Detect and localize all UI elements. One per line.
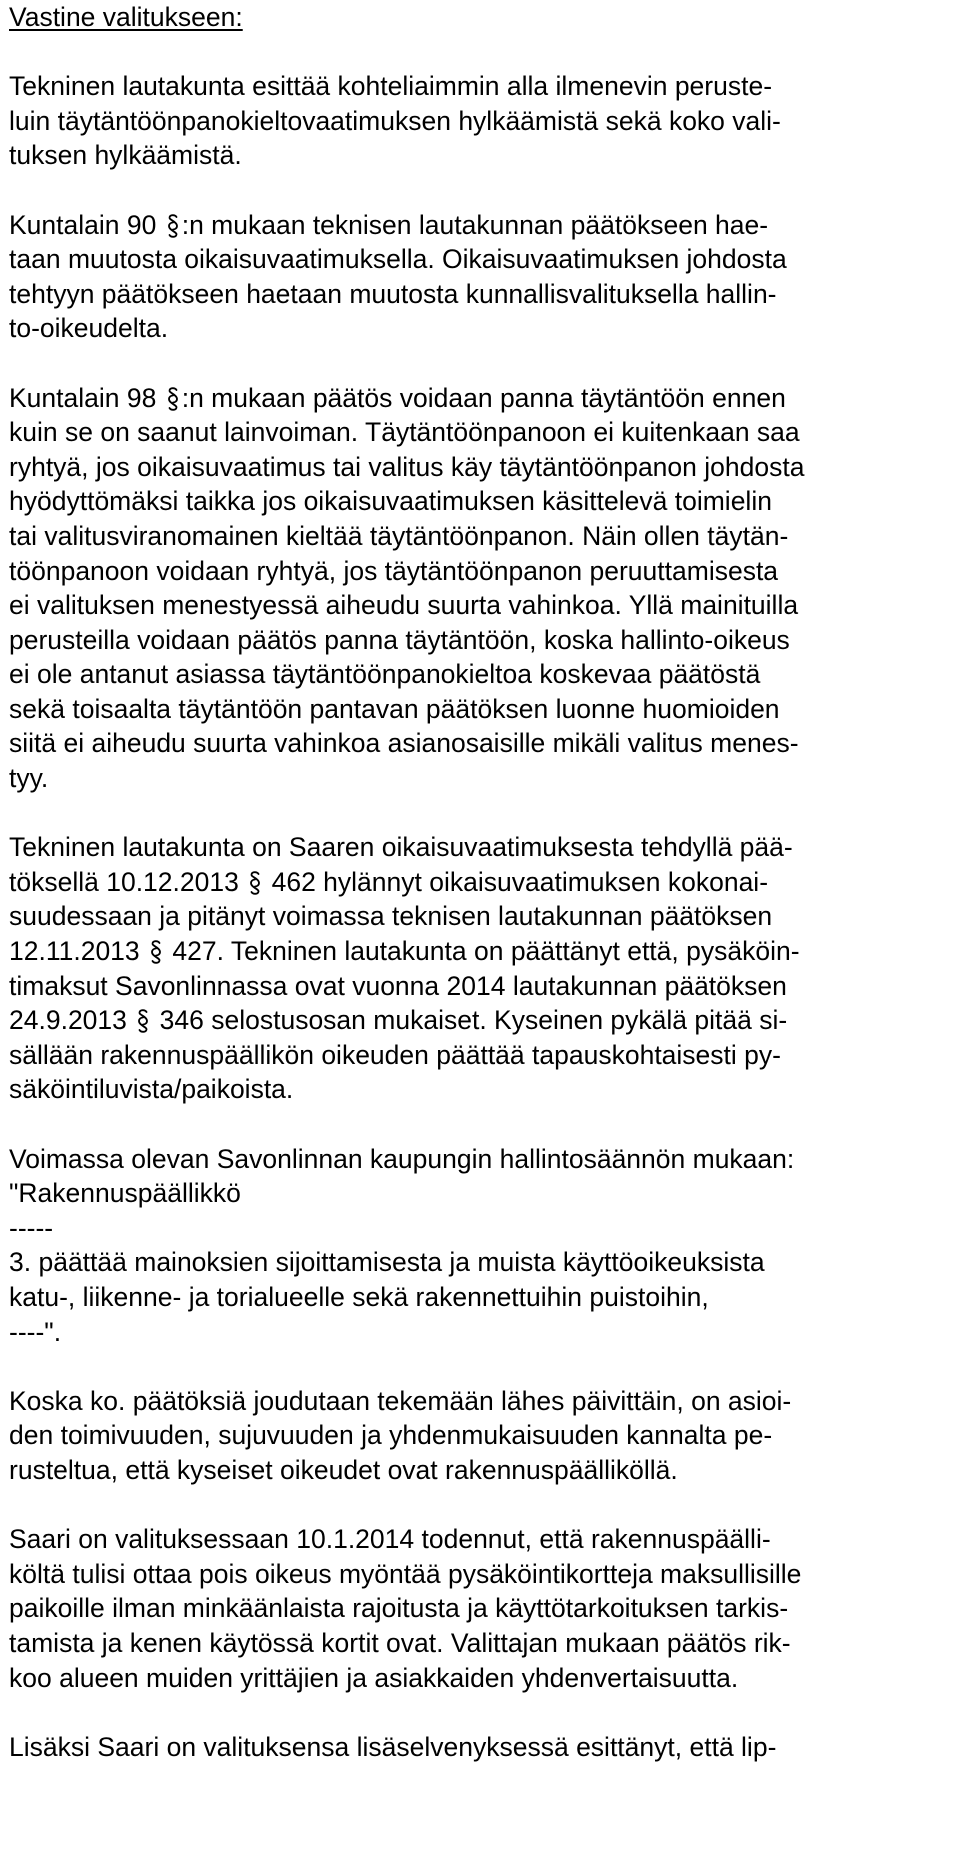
paragraph-gap	[9, 1349, 954, 1384]
text-line: suudessaan ja pitänyt voimassa teknisen lautakunnan päätöksen	[9, 901, 773, 932]
section-sign-icon	[247, 870, 263, 896]
text-fragment: :n mukaan teknisen lautakunnan päätökseen hae-	[181, 209, 769, 240]
paragraph-4	[9, 830, 954, 1107]
text-line: Tekninen lautakunta esittää kohteliaimmin alla ilmenevin peruste-	[9, 71, 773, 102]
paragraph-gap	[9, 1695, 954, 1730]
section-sign-icon	[148, 939, 164, 965]
text-line: hyödyttömäksi taikka jos oikaisuvaatimuksen käsittelevä toimielin	[9, 486, 772, 517]
paragraph-6	[9, 1384, 954, 1488]
text-fragment: 462 hylännyt oikaisuvaatimuksen kokonai-	[271, 866, 769, 897]
paragraph-2	[9, 208, 954, 346]
text-line: siitä ei aiheudu suurta vahinkoa asianosaisille mikäli valitus menes-	[9, 728, 799, 759]
text-line	[9, 381, 954, 416]
paragraph-gap	[9, 173, 954, 208]
text-line: luin täytäntöönpanokieltovaatimuksen hylkäämistä sekä koko vali-	[9, 105, 781, 136]
text-line	[9, 1003, 954, 1038]
text-line: sällään rakennuspäällikön oikeuden päättää tapauskohtaisesti py-	[9, 1039, 781, 1070]
text-line: 3. päättää mainoksien sijoittamisesta ja muista käyttöoikeuksista	[9, 1247, 765, 1278]
text-line: katu-, liikenne- ja torialueelle sekä rakennettuihin puistoihin,	[9, 1281, 709, 1312]
text-line: perusteilla voidaan päätös panna täytäntöön, koska hallinto-oikeus	[9, 624, 790, 655]
text-line: timaksut Savonlinnassa ovat vuonna 2014 lautakunnan päätöksen	[9, 970, 787, 1001]
paragraph-1	[9, 69, 954, 173]
paragraph-gap	[9, 1488, 954, 1523]
text-line: tamista ja kenen käytössä kortit ovat. Valittajan mukaan päätös rik-	[9, 1627, 791, 1658]
text-line: -----	[9, 1212, 54, 1243]
text-line: Voimassa olevan Savonlinnan kaupungin hallintosäännön mukaan:	[9, 1143, 795, 1174]
paragraph-gap	[9, 1107, 954, 1142]
text-line: ei valituksen menestyessä aiheudu suurta vahinkoa. Yllä mainituilla	[9, 590, 799, 621]
paragraph-8	[9, 1730, 954, 1765]
text-fragment: 12.11.2013	[9, 936, 140, 967]
text-fragment: 346 selostusosan mukaiset. Kyseinen pykälä pitää si-	[159, 1005, 788, 1036]
text-line: Lisäksi Saari on valituksensa lisäselvenyksessä esittänyt, että lip-	[9, 1731, 777, 1762]
paragraph-gap	[9, 35, 954, 70]
text-line: Koska ko. päätöksiä joudutaan tekemään lähes päivittäin, on asioi-	[9, 1385, 792, 1416]
text-line: "Rakennuspäällikkö	[9, 1178, 241, 1209]
text-line: kuin se on saanut lainvoiman. Täytäntöönpanoon ei kuitenkaan saa	[9, 417, 800, 448]
text-line: den toimivuuden, sujuvuuden ja yhdenmukaisuuden kannalta pe-	[9, 1420, 773, 1451]
section-sign-icon	[165, 386, 181, 412]
document-page	[9, 0, 954, 1764]
text-line: taan muutosta oikaisuvaatimuksella. Oikaisuvaatimuksen johdosta	[9, 244, 787, 275]
text-line: sekä toisaalta täytäntöön pantavan päätöksen luonne huomioiden	[9, 693, 780, 724]
text-line	[9, 208, 954, 243]
text-line	[9, 934, 954, 969]
paragraph-gap	[9, 346, 954, 381]
text-line: ryhtyä, jos oikaisuvaatimus tai valitus käy täytäntöönpanon johdosta	[9, 451, 805, 482]
text-line	[9, 865, 954, 900]
section-sign-icon	[165, 213, 181, 239]
paragraph-5	[9, 1142, 954, 1350]
section-sign-icon	[135, 1008, 151, 1034]
text-line: töönpanoon voidaan ryhtyä, jos täytäntöönpanon peruuttamisesta	[9, 555, 779, 586]
text-line: tuksen hylkäämistä.	[9, 140, 242, 171]
document-heading: Vastine valitukseen:	[9, 2, 243, 32]
text-line: paikoille ilman minkäänlaista rajoitusta ja käyttötarkoituksen tarkis-	[9, 1593, 789, 1624]
text-fragment: Kuntalain 90	[9, 209, 157, 240]
text-line: költä tulisi ottaa pois oikeus myöntää pysäköintikortteja maksullisille	[9, 1558, 802, 1589]
text-fragment: Kuntalain 98	[9, 382, 157, 413]
text-line: Saari on valituksessaan 10.1.2014 todennut, että rakennuspäälli-	[9, 1524, 771, 1555]
text-line: ----".	[9, 1316, 62, 1347]
text-line: rusteltua, että kyseiset oikeudet ovat rakennuspäälliköllä.	[9, 1454, 678, 1485]
text-line: Tekninen lautakunta on Saaren oikaisuvaatimuksesta tehdyllä pää-	[9, 832, 793, 863]
text-line: to-oikeudelta.	[9, 313, 169, 344]
text-fragment: 24.9.2013	[9, 1005, 127, 1036]
text-fragment: 427. Tekninen lautakunta on päättänyt että, pysäköin-	[172, 936, 800, 967]
text-fragment: töksellä 10.12.2013	[9, 866, 239, 897]
paragraph-gap	[9, 796, 954, 831]
paragraph-3	[9, 381, 954, 796]
text-line: ei ole antanut asiassa täytäntöönpanokieltoa koskevaa päätöstä	[9, 659, 761, 690]
text-line: koo alueen muiden yrittäjien ja asiakkaiden yhdenvertaisuutta.	[9, 1662, 739, 1693]
text-line: tyy.	[9, 763, 49, 794]
text-line: tai valitusviranomainen kieltää täytäntöönpanon. Näin ollen täytän-	[9, 520, 789, 551]
text-line: säköintiluvista/paikoista.	[9, 1074, 294, 1105]
paragraph-7	[9, 1522, 954, 1695]
text-fragment: :n mukaan päätös voidaan panna täytäntöön ennen	[181, 382, 786, 413]
text-line: tehtyyn päätökseen haetaan muutosta kunnallisvalituksella hallin-	[9, 278, 777, 309]
